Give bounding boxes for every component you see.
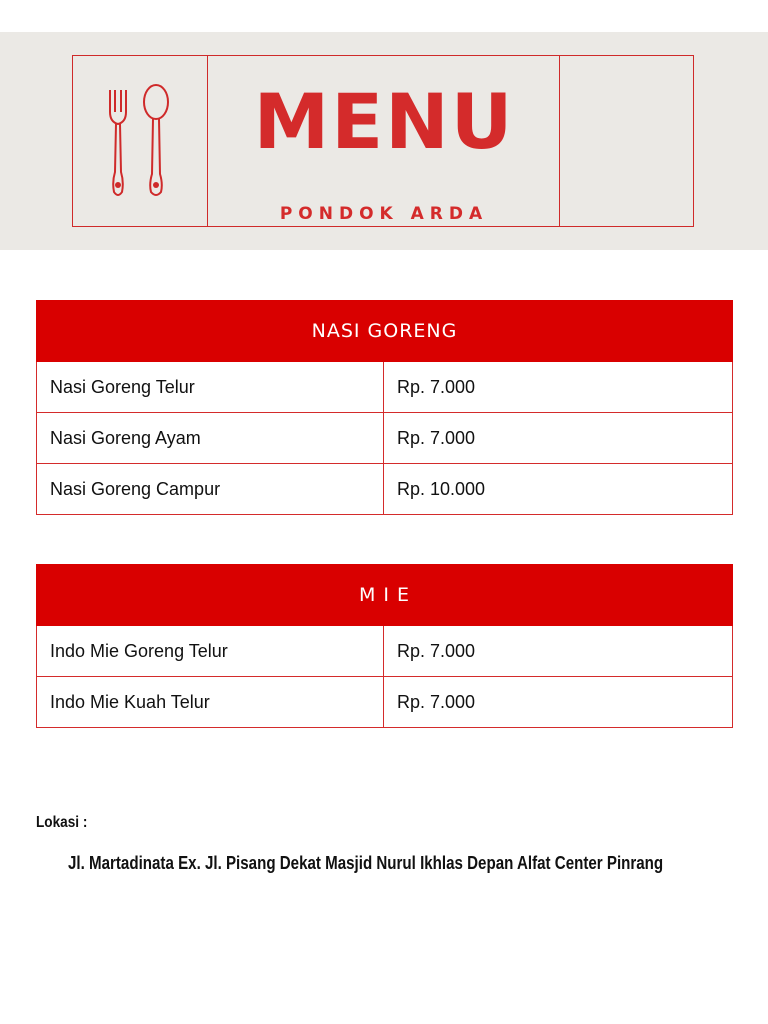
header-banner bbox=[0, 32, 768, 250]
item-name: Nasi Goreng Telur bbox=[37, 362, 384, 413]
nasi-goreng-table bbox=[36, 300, 733, 515]
restaurant-name: PONDOK ARDA bbox=[279, 204, 489, 224]
table-row bbox=[37, 677, 733, 728]
location-label: Lokasi : bbox=[36, 814, 88, 831]
item-name: Indo Mie Goreng Telur bbox=[37, 626, 384, 677]
table-row bbox=[37, 413, 733, 464]
item-price: Rp. 7.000 bbox=[384, 413, 733, 464]
item-price: Rp. 10.000 bbox=[384, 464, 733, 515]
mie-table bbox=[36, 564, 733, 728]
table-row bbox=[37, 626, 733, 677]
menu-title: MENU bbox=[253, 77, 515, 166]
item-name: Indo Mie Kuah Telur bbox=[37, 677, 384, 728]
fork-and-spoon-icon bbox=[104, 82, 176, 202]
item-name: Nasi Goreng Ayam bbox=[37, 413, 384, 464]
table-row bbox=[37, 362, 733, 413]
table-row bbox=[37, 464, 733, 515]
section-heading: NASI GORENG bbox=[37, 301, 733, 362]
location-address: Jl. Martadinata Ex. Jl. Pisang Dekat Masjid Nurul Ikhlas Depan Alfat Center Pinrang bbox=[68, 853, 664, 873]
item-price: Rp. 7.000 bbox=[384, 677, 733, 728]
section-heading: M I E bbox=[37, 565, 733, 626]
item-price: Rp. 7.000 bbox=[384, 626, 733, 677]
item-price: Rp. 7.000 bbox=[384, 362, 733, 413]
item-name: Nasi Goreng Campur bbox=[37, 464, 384, 515]
